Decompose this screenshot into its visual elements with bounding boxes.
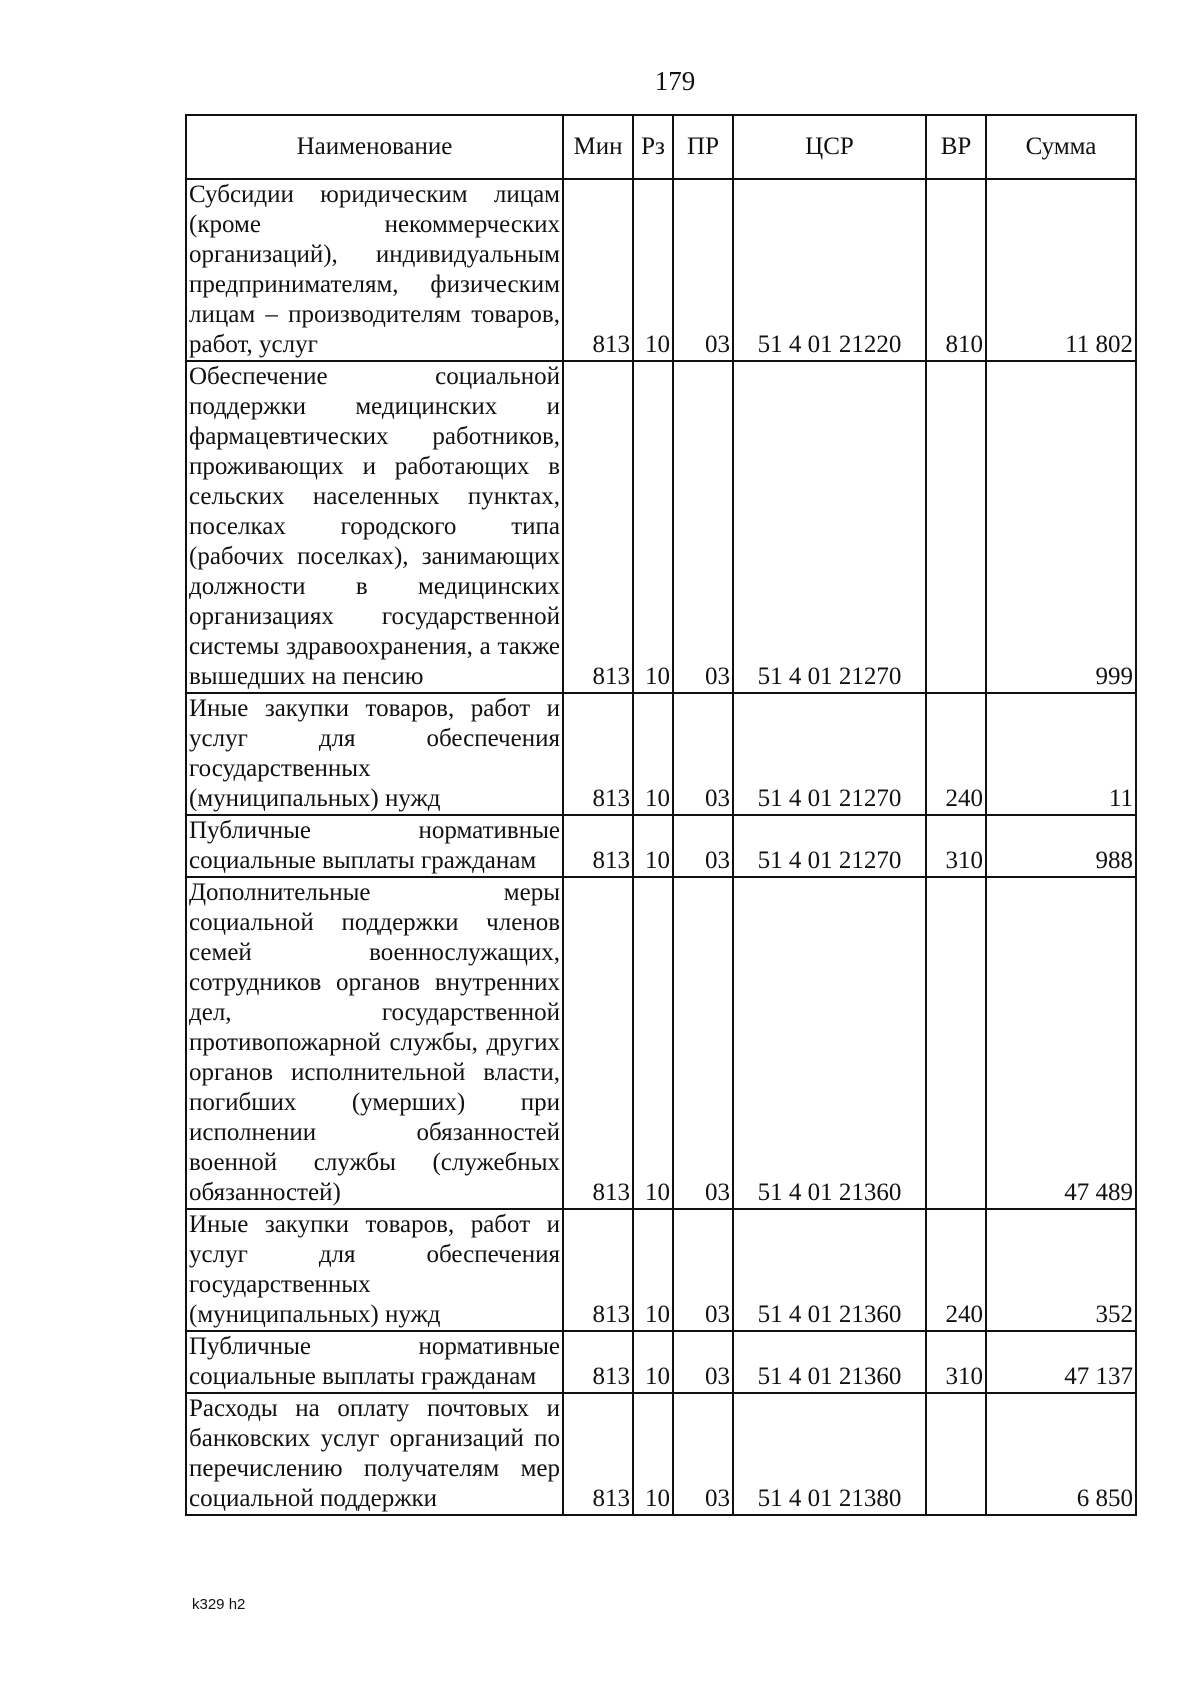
cell-rz: 10 — [633, 1393, 673, 1515]
cell-rz: 10 — [633, 361, 673, 693]
cell-sum: 47 489 — [986, 877, 1136, 1209]
table-row — [186, 693, 1136, 815]
header-vr: ВР — [926, 115, 986, 179]
cell-min: 813 — [563, 361, 633, 693]
table-row — [186, 877, 1136, 1209]
cell-sum: 11 802 — [986, 179, 1136, 361]
cell-pr: 03 — [673, 1209, 733, 1331]
cell-min: 813 — [563, 179, 633, 361]
cell-csr: 51 4 01 21270 — [733, 693, 926, 815]
header-pr: ПР — [673, 115, 733, 179]
table-row — [186, 815, 1136, 877]
cell-csr: 51 4 01 21360 — [733, 1209, 926, 1331]
cell-sum: 352 — [986, 1209, 1136, 1331]
cell-rz: 10 — [633, 693, 673, 815]
cell-name: Публичные нормативные социальные выплаты гражданам — [186, 1331, 563, 1393]
header-name: Наименование — [186, 115, 563, 179]
cell-csr: 51 4 01 21270 — [733, 361, 926, 693]
footer-code: k329 h2 — [192, 1596, 246, 1613]
cell-pr: 03 — [673, 877, 733, 1209]
cell-name: Расходы на оплату почтовых и банковских услуг организаций по перечислению получателям мер социальной поддержки — [186, 1393, 563, 1515]
cell-vr — [926, 1393, 986, 1515]
cell-rz: 10 — [633, 877, 673, 1209]
cell-pr: 03 — [673, 1393, 733, 1515]
cell-sum: 999 — [986, 361, 1136, 693]
cell-name: Субсидии юридическим лицам (кроме некоммерческих организаций), индивидуальным предпринимателям, физическим лицам – производителям товаров, работ, услуг — [186, 179, 563, 361]
cell-pr: 03 — [673, 815, 733, 877]
table-body — [186, 179, 1136, 1515]
header-sum: Сумма — [986, 115, 1136, 179]
cell-name: Иные закупки товаров, работ и услуг для обеспечения государственных (муниципальных) нужд — [186, 693, 563, 815]
cell-rz: 10 — [633, 815, 673, 877]
cell-name: Дополнительные меры социальной поддержки членов семей военнослужащих, сотрудников органов внутренних дел, государственной противопожарной службы, других органов исполнительной власти, погибших (умерших) при исполнении обязанностей военной службы (служебных обязанностей) — [186, 877, 563, 1209]
header-min: Мин — [563, 115, 633, 179]
cell-pr: 03 — [673, 179, 733, 361]
cell-vr: 240 — [926, 1209, 986, 1331]
table-row — [186, 361, 1136, 693]
cell-vr: 310 — [926, 815, 986, 877]
cell-name: Публичные нормативные социальные выплаты гражданам — [186, 815, 563, 877]
cell-name: Иные закупки товаров, работ и услуг для обеспечения государственных (муниципальных) нужд — [186, 1209, 563, 1331]
table-row — [186, 179, 1136, 361]
cell-vr — [926, 877, 986, 1209]
budget-table — [185, 114, 1137, 1516]
cell-vr: 810 — [926, 179, 986, 361]
table-row — [186, 1331, 1136, 1393]
cell-csr: 51 4 01 21360 — [733, 1331, 926, 1393]
table-row — [186, 1209, 1136, 1331]
cell-vr: 240 — [926, 693, 986, 815]
cell-vr: 310 — [926, 1331, 986, 1393]
cell-csr: 51 4 01 21270 — [733, 815, 926, 877]
table-row — [186, 1393, 1136, 1515]
cell-min: 813 — [563, 1209, 633, 1331]
cell-sum: 11 — [986, 693, 1136, 815]
cell-rz: 10 — [633, 1331, 673, 1393]
cell-pr: 03 — [673, 1331, 733, 1393]
cell-min: 813 — [563, 1393, 633, 1515]
table-header-row — [186, 115, 1136, 179]
cell-sum: 6 850 — [986, 1393, 1136, 1515]
cell-name: Обеспечение социальной поддержки медицинских и фармацевтических работников, проживающих и работающих в сельских населенных пунктах, поселках городского типа (рабочих поселках), занимающих должности в медицинских организациях государственной системы здравоохранения, а также вышедших на пенсию — [186, 361, 563, 693]
cell-pr: 03 — [673, 361, 733, 693]
cell-csr: 51 4 01 21360 — [733, 877, 926, 1209]
cell-min: 813 — [563, 693, 633, 815]
header-csr: ЦСР — [733, 115, 926, 179]
page-number: 179 — [654, 66, 696, 96]
cell-sum: 988 — [986, 815, 1136, 877]
cell-min: 813 — [563, 815, 633, 877]
cell-vr — [926, 361, 986, 693]
cell-sum: 47 137 — [986, 1331, 1136, 1393]
cell-csr: 51 4 01 21220 — [733, 179, 926, 361]
cell-csr: 51 4 01 21380 — [733, 1393, 926, 1515]
cell-pr: 03 — [673, 693, 733, 815]
cell-min: 813 — [563, 877, 633, 1209]
cell-rz: 10 — [633, 179, 673, 361]
cell-rz: 10 — [633, 1209, 673, 1331]
header-rz: Рз — [633, 115, 673, 179]
cell-min: 813 — [563, 1331, 633, 1393]
